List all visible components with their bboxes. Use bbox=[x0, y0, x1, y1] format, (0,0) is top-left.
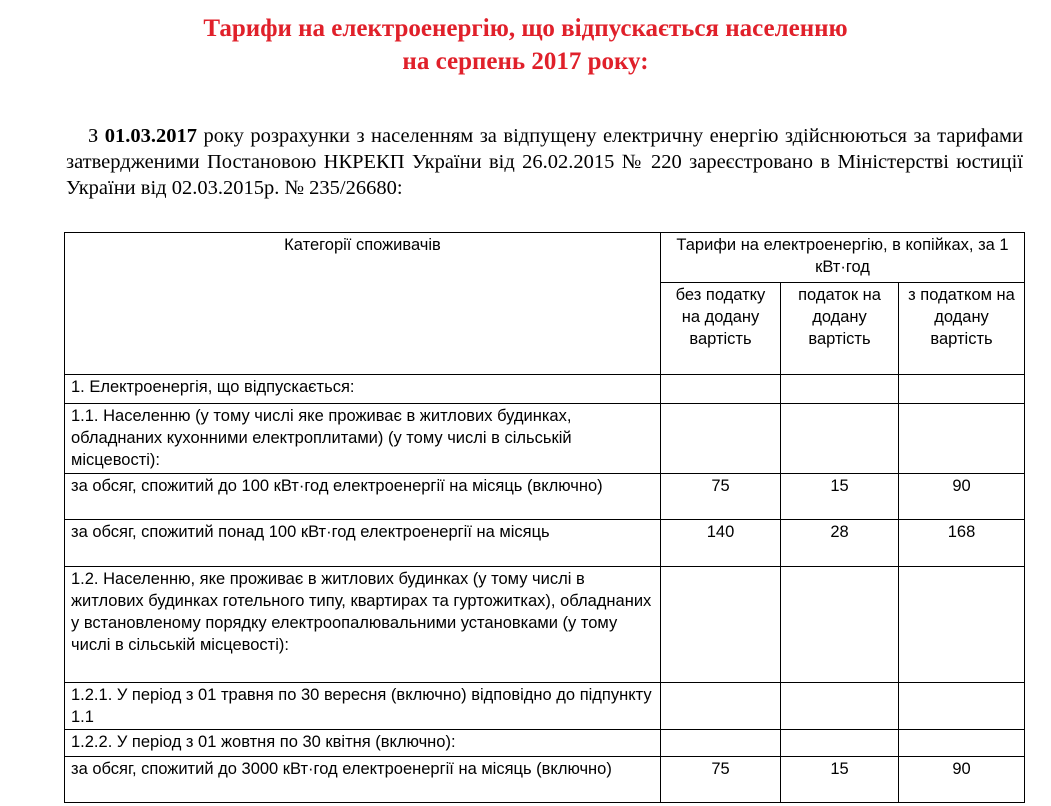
cell-vat bbox=[781, 567, 899, 683]
cell-with-vat bbox=[899, 730, 1025, 757]
title-line-2: на серпень 2017 року: bbox=[402, 48, 649, 75]
row-label: за обсяг, спожитий понад 100 кВт·год електроенергії на місяць bbox=[65, 520, 661, 567]
cell-without-vat bbox=[661, 683, 781, 730]
intro-date: 01.03.2017 bbox=[104, 125, 198, 147]
cell-with-vat bbox=[899, 683, 1025, 730]
title-line-1: Тарифи на електроенергію, що відпускається населенню bbox=[203, 15, 848, 42]
document-title bbox=[0, 12, 1051, 78]
table-row bbox=[65, 567, 1025, 683]
cell-with-vat bbox=[899, 375, 1025, 404]
cell-without-vat: 140 bbox=[661, 520, 781, 567]
cell-without-vat: 75 bbox=[661, 757, 781, 803]
cell-vat: 15 bbox=[781, 757, 899, 803]
intro-paragraph bbox=[66, 123, 1023, 201]
header-with-vat: з податком на додану вартість bbox=[899, 283, 1025, 375]
cell-with-vat bbox=[899, 567, 1025, 683]
table-row bbox=[65, 730, 1025, 757]
table-row bbox=[65, 474, 1025, 520]
cell-vat bbox=[781, 683, 899, 730]
row-label: за обсяг, спожитий до 100 кВт·год електроенергії на місяць (включно) bbox=[65, 474, 661, 520]
row-label: 1.2.1. У період з 01 травня по 30 вересня (включно) відповідно до підпункту 1.1 bbox=[65, 683, 661, 730]
cell-vat bbox=[781, 404, 899, 474]
cell-without-vat: 75 bbox=[661, 474, 781, 520]
cell-with-vat: 90 bbox=[899, 474, 1025, 520]
table-row bbox=[65, 404, 1025, 474]
cell-without-vat bbox=[661, 404, 781, 474]
header-tariffs: Тарифи на електроенергію, в копійках, за 1 кВт·год bbox=[661, 233, 1025, 283]
header-category: Категорії споживачів bbox=[65, 233, 661, 375]
cell-with-vat bbox=[899, 404, 1025, 474]
row-label: 1.2. Населенню, яке проживає в житлових будинках (у тому числі в житлових будинках готельного типу, квартирах та гуртожитках), обладнаних у встановленому порядку електроопалювальними установками (у тому числі в сільській місцевості): bbox=[65, 567, 661, 683]
row-label: 1.1. Населенню (у тому числі яке проживає в житлових будинках, обладнаних кухонними електроплитами) (у тому числі в сільській місцевості): bbox=[65, 404, 661, 474]
cell-without-vat bbox=[661, 730, 781, 757]
table-row bbox=[65, 683, 1025, 730]
row-label: за обсяг, спожитий до 3000 кВт·год електроенергії на місяць (включно) bbox=[65, 757, 661, 803]
row-label: 1.2.2. У період з 01 жовтня по 30 квітня (включно): bbox=[65, 730, 661, 757]
row-label: 1. Електроенергія, що відпускається: bbox=[65, 375, 661, 404]
intro-text-rest: року розрахунки з населенням за відпущену електричну енергію здійснюються за тарифами затвердженими Постановою НКРЕКП України від 26.02.2015 № 220 зареєстровано в Міністерстві юстиції України від 02.03.2015р. № 235/26680: bbox=[66, 125, 1023, 199]
header-without-vat: без податку на додану вартість bbox=[661, 283, 781, 375]
cell-without-vat bbox=[661, 567, 781, 683]
cell-vat: 28 bbox=[781, 520, 899, 567]
cell-vat: 15 bbox=[781, 474, 899, 520]
header-vat: податок на додану вартість bbox=[781, 283, 899, 375]
table-row bbox=[65, 375, 1025, 404]
table-row bbox=[65, 520, 1025, 567]
tariffs-table bbox=[64, 232, 1025, 803]
cell-without-vat bbox=[661, 375, 781, 404]
cell-with-vat: 168 bbox=[899, 520, 1025, 567]
cell-vat bbox=[781, 375, 899, 404]
cell-with-vat: 90 bbox=[899, 757, 1025, 803]
intro-text-start: З bbox=[88, 125, 105, 147]
cell-vat bbox=[781, 730, 899, 757]
table-row bbox=[65, 757, 1025, 803]
